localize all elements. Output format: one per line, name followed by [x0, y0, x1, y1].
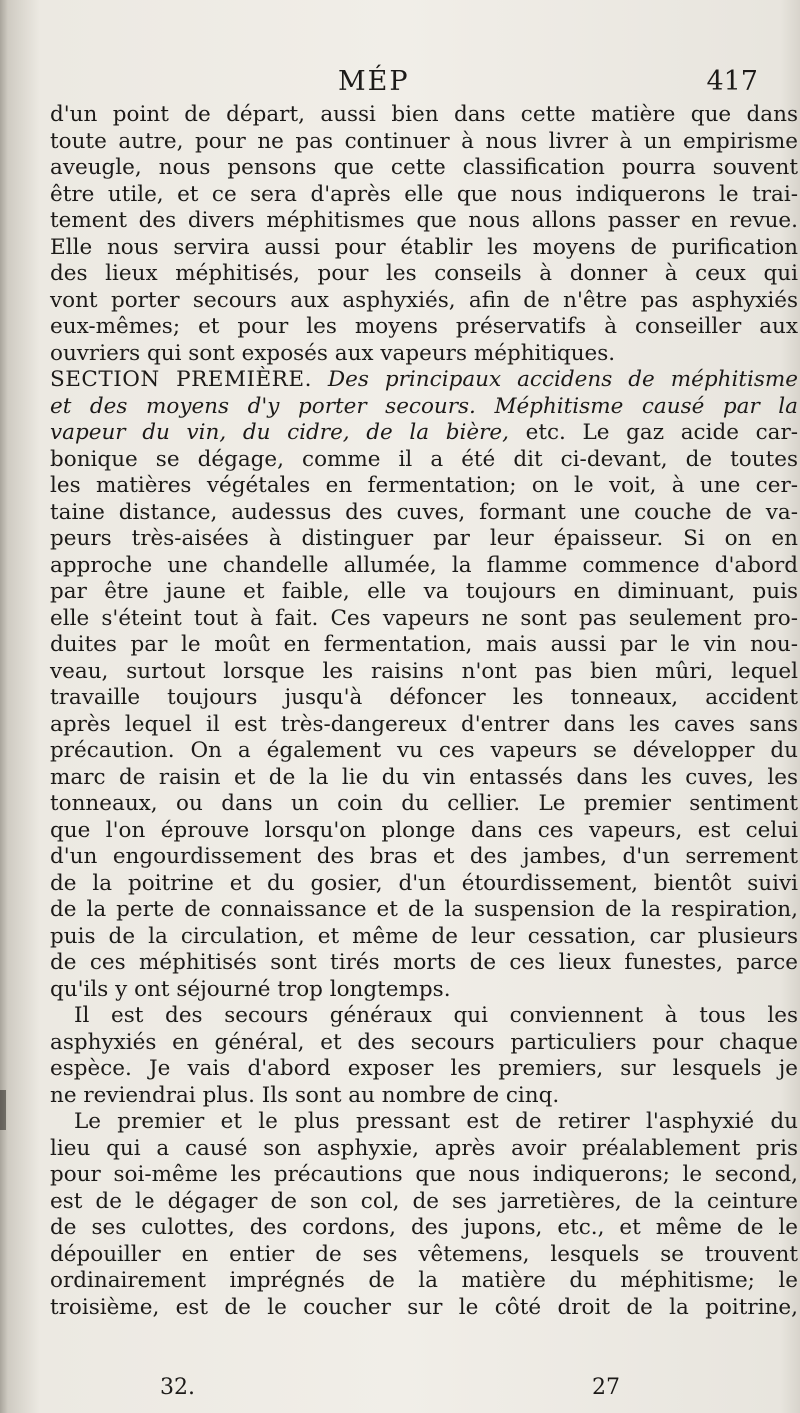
line-text: de ses culottes, des cordons, des jupons, etc., et même de le	[50, 1215, 798, 1240]
text-line	[50, 526, 798, 553]
line-text: vont porter secours aux asphyxiés, afin de n'être pas asphyxiés	[50, 287, 798, 313]
line-text: d'un point de départ, aussi bien dans cette matière que dans	[50, 102, 798, 127]
text-line	[50, 473, 798, 500]
line-text: approche une chandelle allumée, la flamme commence d'abord	[50, 552, 798, 578]
text-line	[50, 897, 798, 924]
line-text: précaution. On a également vu ces vapeurs se développer du	[50, 738, 798, 763]
signature-mark: 32.	[160, 1375, 195, 1400]
text-line	[50, 738, 798, 765]
text-line	[50, 924, 798, 951]
line-text: espèce. Je vais d'abord exposer les premiers, sur lesquels je	[50, 1056, 798, 1081]
line-text: des lieux méphitisés, pour les conseils à donner à ceux qui	[50, 261, 798, 286]
line-text: etc. Le gaz acide car-	[525, 420, 799, 445]
text-line	[50, 182, 798, 209]
running-title: MÉP	[338, 66, 410, 97]
text-line	[50, 818, 798, 845]
text-line	[50, 553, 798, 580]
line-text: les matières végétales en fermentation; on le voit, à une cer-	[50, 473, 798, 498]
line-text: d'un engourdissement des bras et des jambes, d'un serrement	[50, 844, 798, 869]
text-line	[50, 977, 798, 1004]
page-number: 417	[706, 66, 758, 97]
text-line	[50, 1268, 798, 1295]
line-text: puis de la circulation, et même de leur cessation, car plusieurs	[50, 923, 798, 949]
text-line	[50, 1242, 798, 1269]
text-line	[50, 341, 798, 368]
italic-title: et des moyens d'y porter secours. Méphitisme causé par la	[50, 393, 798, 419]
text-line	[50, 261, 798, 288]
text-line	[50, 155, 798, 182]
text-line	[50, 394, 798, 421]
line-text: peurs très-aisées à distinguer par leur épaisseur. Si on en	[50, 526, 798, 551]
text-line	[50, 1295, 798, 1322]
line-text: être utile, et ce sera d'après elle que nous indiquerons le trai-	[50, 181, 798, 207]
text-line	[50, 1083, 798, 1110]
italic-title: Des principaux accidens de méphitisme	[327, 367, 798, 392]
line-text: Elle nous servira aussi pour établir les moyens de purification	[50, 234, 798, 260]
line-text: Il est des secours généraux qui conviennent à tous les	[74, 1003, 798, 1028]
line-text: asphyxiés en général, et des secours particuliers pour chaque	[50, 1029, 798, 1055]
line-text: ne reviendrai plus. Ils sont au nombre de cinq.	[50, 1082, 560, 1108]
line-text: après lequel il est très-dangereux d'entrer dans les caves sans	[50, 711, 798, 737]
line-text: est de le dégager de son col, de ses jarretières, de la ceinture	[50, 1188, 798, 1214]
line-text: travaille toujours jusqu'à défoncer les tonneaux, accident	[50, 685, 798, 710]
line-text: aveugle, nous pensons que cette classification pourra souvent	[50, 155, 798, 180]
text-line	[50, 659, 798, 686]
line-text: elle s'éteint tout à fait. Ces vapeurs ne sont pas seulement pro-	[50, 605, 798, 631]
text-line	[50, 632, 798, 659]
text-line	[50, 1189, 798, 1216]
line-text: tement des divers méphitismes que nous allons passer en revue.	[50, 208, 798, 233]
text-line	[50, 102, 798, 129]
text-line	[50, 871, 798, 898]
line-text: veau, surtout lorsque les raisins n'ont pas bien mûri, lequel	[50, 658, 798, 684]
line-text: de la perte de connaissance et de la suspension de la respiration,	[50, 897, 798, 922]
text-line	[50, 791, 798, 818]
line-text: tonneaux, ou dans un coin du cellier. Le premier sentiment	[50, 791, 798, 816]
line-text: par être jaune et faible, elle va toujours en diminuant, puis	[50, 579, 798, 604]
line-text: ordinairement imprégnés de la matière du méphitisme; le	[50, 1268, 798, 1293]
text-line	[50, 1109, 798, 1136]
gathering-folio: 27	[592, 1375, 620, 1400]
line-text: pour soi-même les précautions que nous indiquerons; le second,	[50, 1162, 798, 1187]
line-text: bonique se dégage, comme il a été dit ci-devant, de toutes	[50, 446, 798, 472]
text-line	[50, 235, 798, 262]
text-line	[50, 420, 798, 447]
running-head	[48, 66, 758, 102]
line-text: troisième, est de le coucher sur le côté droit de la poitrine,	[50, 1294, 798, 1320]
line-text: eux-mêmes; et pour les moyens préservatifs à conseiller aux	[50, 314, 798, 339]
line-text: de ces méphitisés sont tirés morts de ces lieux funestes, parce	[50, 950, 798, 975]
line-text: Le premier et le plus pressant est de retirer l'asphyxié du	[74, 1109, 798, 1134]
line-text: ouvriers qui sont exposés aux vapeurs méphitiques.	[50, 340, 616, 366]
line-text: de la poitrine et du gosier, d'un étourdissement, bientôt suivi	[50, 870, 798, 896]
text-line	[50, 1162, 798, 1189]
text-line	[50, 844, 798, 871]
text-line	[50, 685, 798, 712]
text-line	[50, 579, 798, 606]
line-text: que l'on éprouve lorsqu'on plonge dans ces vapeurs, est celui	[50, 817, 798, 843]
text-line	[50, 606, 798, 633]
text-line	[50, 1003, 798, 1030]
text-line	[50, 208, 798, 235]
body-text	[50, 102, 798, 1321]
text-line	[50, 712, 798, 739]
text-line	[50, 1056, 798, 1083]
line-text: marc de raisin et de la lie du vin entassés dans les cuves, les	[50, 764, 798, 790]
section-heading: SECTION PREMIÈRE.	[50, 367, 312, 392]
text-line	[50, 447, 798, 474]
text-line	[50, 129, 798, 156]
binding-shadow	[0, 1090, 6, 1130]
text-line	[50, 314, 798, 341]
page-footer	[160, 1375, 620, 1405]
italic-title: vapeur du vin, du cidre, de la bière,	[50, 420, 509, 445]
text-line	[50, 950, 798, 977]
line-text: taine distance, audessus des cuves, formant une couche de va-	[50, 499, 798, 525]
line-text: lieu qui a causé son asphyxie, après avoir préalablement pris	[50, 1135, 798, 1161]
text-line	[50, 500, 798, 527]
line-text: duites par le moût en fermentation, mais aussi par le vin nou-	[50, 632, 798, 657]
text-line	[50, 765, 798, 792]
line-text: toute autre, pour ne pas continuer à nous livrer à un empirisme	[50, 128, 798, 154]
text-line	[50, 288, 798, 315]
line-text: qu'ils y ont séjourné trop longtemps.	[50, 976, 451, 1002]
text-line	[50, 1136, 798, 1163]
text-line	[50, 367, 798, 394]
text-line	[50, 1030, 798, 1057]
line-text: dépouiller en entier de ses vêtemens, lesquels se trouvent	[50, 1241, 798, 1267]
text-line	[50, 1215, 798, 1242]
